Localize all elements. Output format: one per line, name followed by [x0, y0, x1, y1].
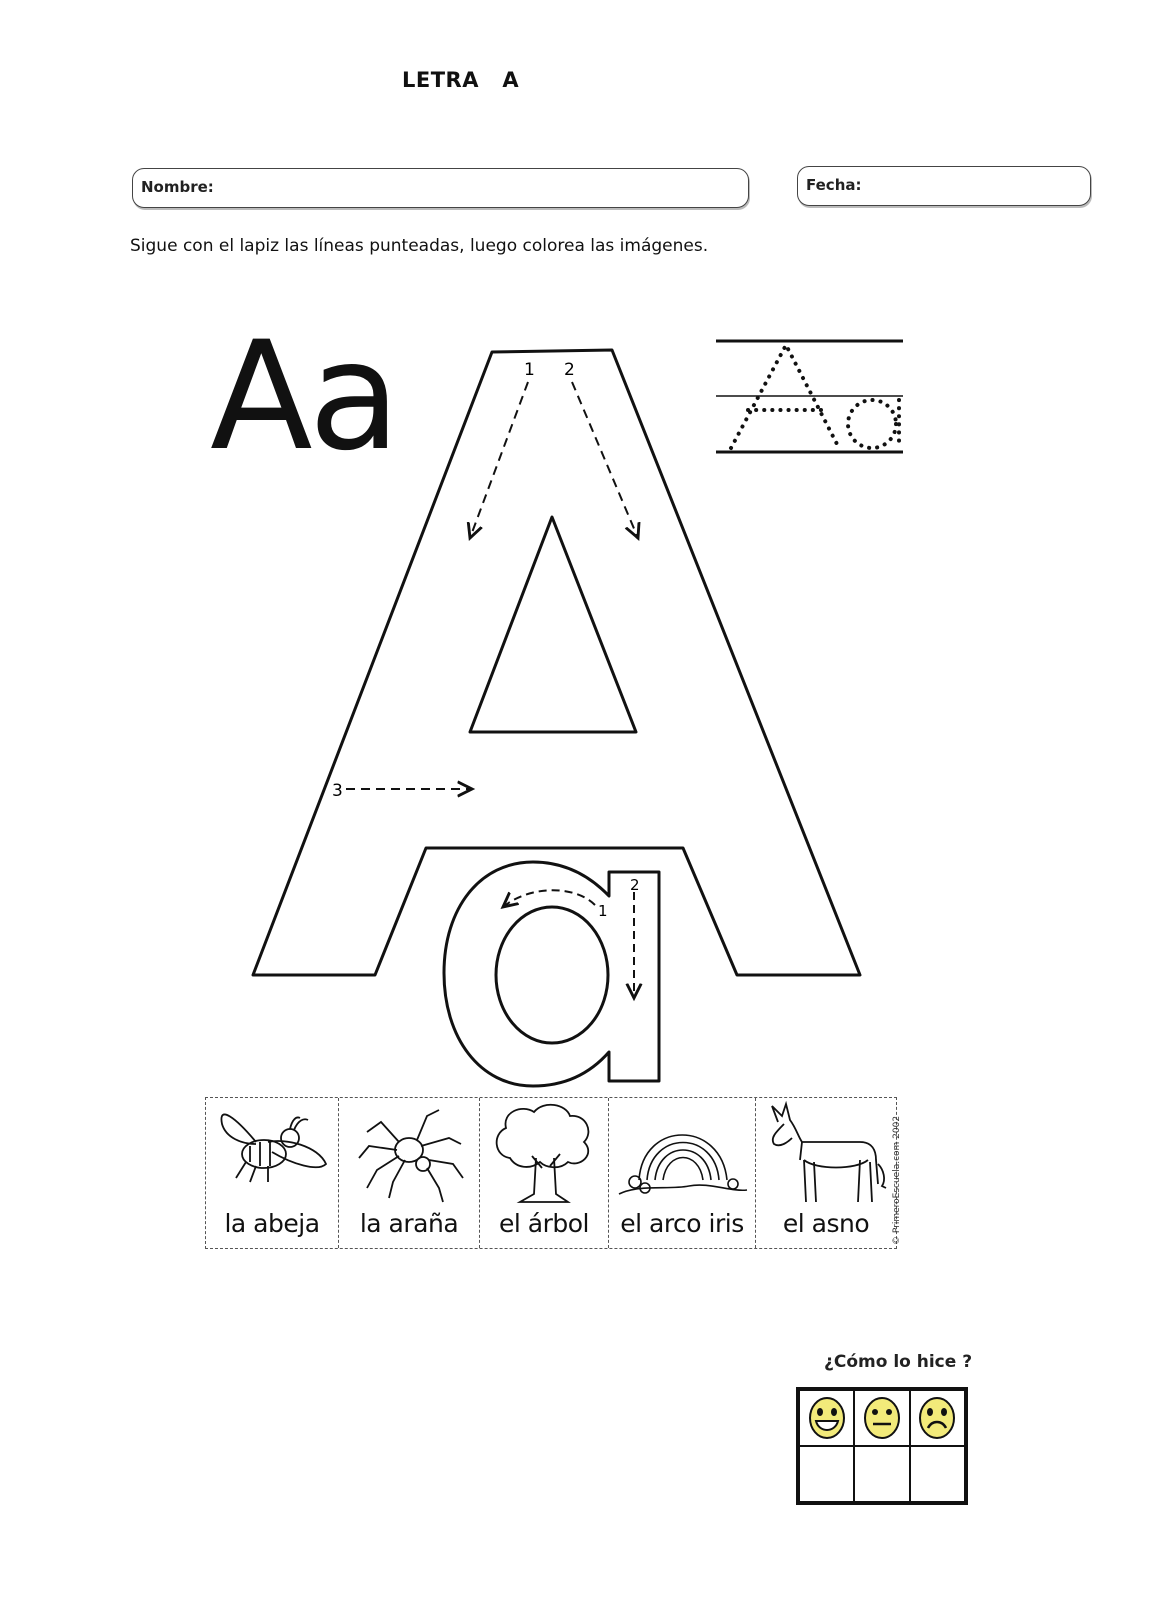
instructions-text: Sigue con el lapiz las líneas punteadas, luego colorea las imágenes. [130, 236, 709, 256]
rating-cell-happy[interactable] [799, 1390, 854, 1446]
happy-face-icon [807, 1395, 847, 1441]
picture-caption: el asno [782, 1209, 870, 1238]
rating-checkbox-sad[interactable] [910, 1446, 965, 1502]
rating-checkbox-happy[interactable] [799, 1446, 854, 1502]
rating-cell-sad[interactable] [910, 1390, 965, 1446]
lowercase-a-outline[interactable] [444, 862, 659, 1086]
picture-card[interactable] [756, 1098, 896, 1248]
stroke-number-3: 3 [332, 781, 343, 801]
tree-icon [480, 1098, 608, 1208]
picture-caption: la araña [359, 1209, 459, 1238]
name-label: Nombre: [141, 178, 214, 196]
lower-stroke-number-2: 2 [630, 876, 640, 894]
picture-caption: el árbol [499, 1209, 589, 1238]
stroke-number-2: 2 [564, 360, 575, 380]
lower-stroke-number-1: 1 [598, 902, 608, 920]
rainbow-icon [609, 1098, 755, 1208]
picture-caption: el arco iris [620, 1209, 744, 1238]
picture-card[interactable] [206, 1098, 339, 1248]
self-assessment-grid [796, 1387, 968, 1505]
sad-face-icon [917, 1395, 957, 1441]
donkey-icon [756, 1098, 896, 1208]
picture-strip [205, 1097, 897, 1249]
date-label: Fecha: [806, 176, 862, 194]
picture-caption: la abeja [224, 1209, 320, 1238]
picture-card[interactable] [339, 1098, 480, 1248]
page-title: LETRA A [402, 68, 520, 92]
spider-icon [339, 1098, 479, 1208]
stroke-number-1: 1 [524, 360, 535, 380]
copyright-text: © PrimeroEscuela.com 2002 [892, 1115, 902, 1245]
handwriting-guide[interactable] [716, 341, 903, 452]
rating-cell-neutral[interactable] [854, 1390, 909, 1446]
letter-display: Aa [210, 310, 397, 484]
self-assessment-title: ¿Cómo lo hice ? [824, 1352, 973, 1372]
rating-checkbox-neutral[interactable] [854, 1446, 909, 1502]
picture-card[interactable] [609, 1098, 756, 1248]
neutral-face-icon [862, 1395, 902, 1441]
picture-card[interactable] [480, 1098, 609, 1248]
bee-icon [206, 1098, 338, 1208]
